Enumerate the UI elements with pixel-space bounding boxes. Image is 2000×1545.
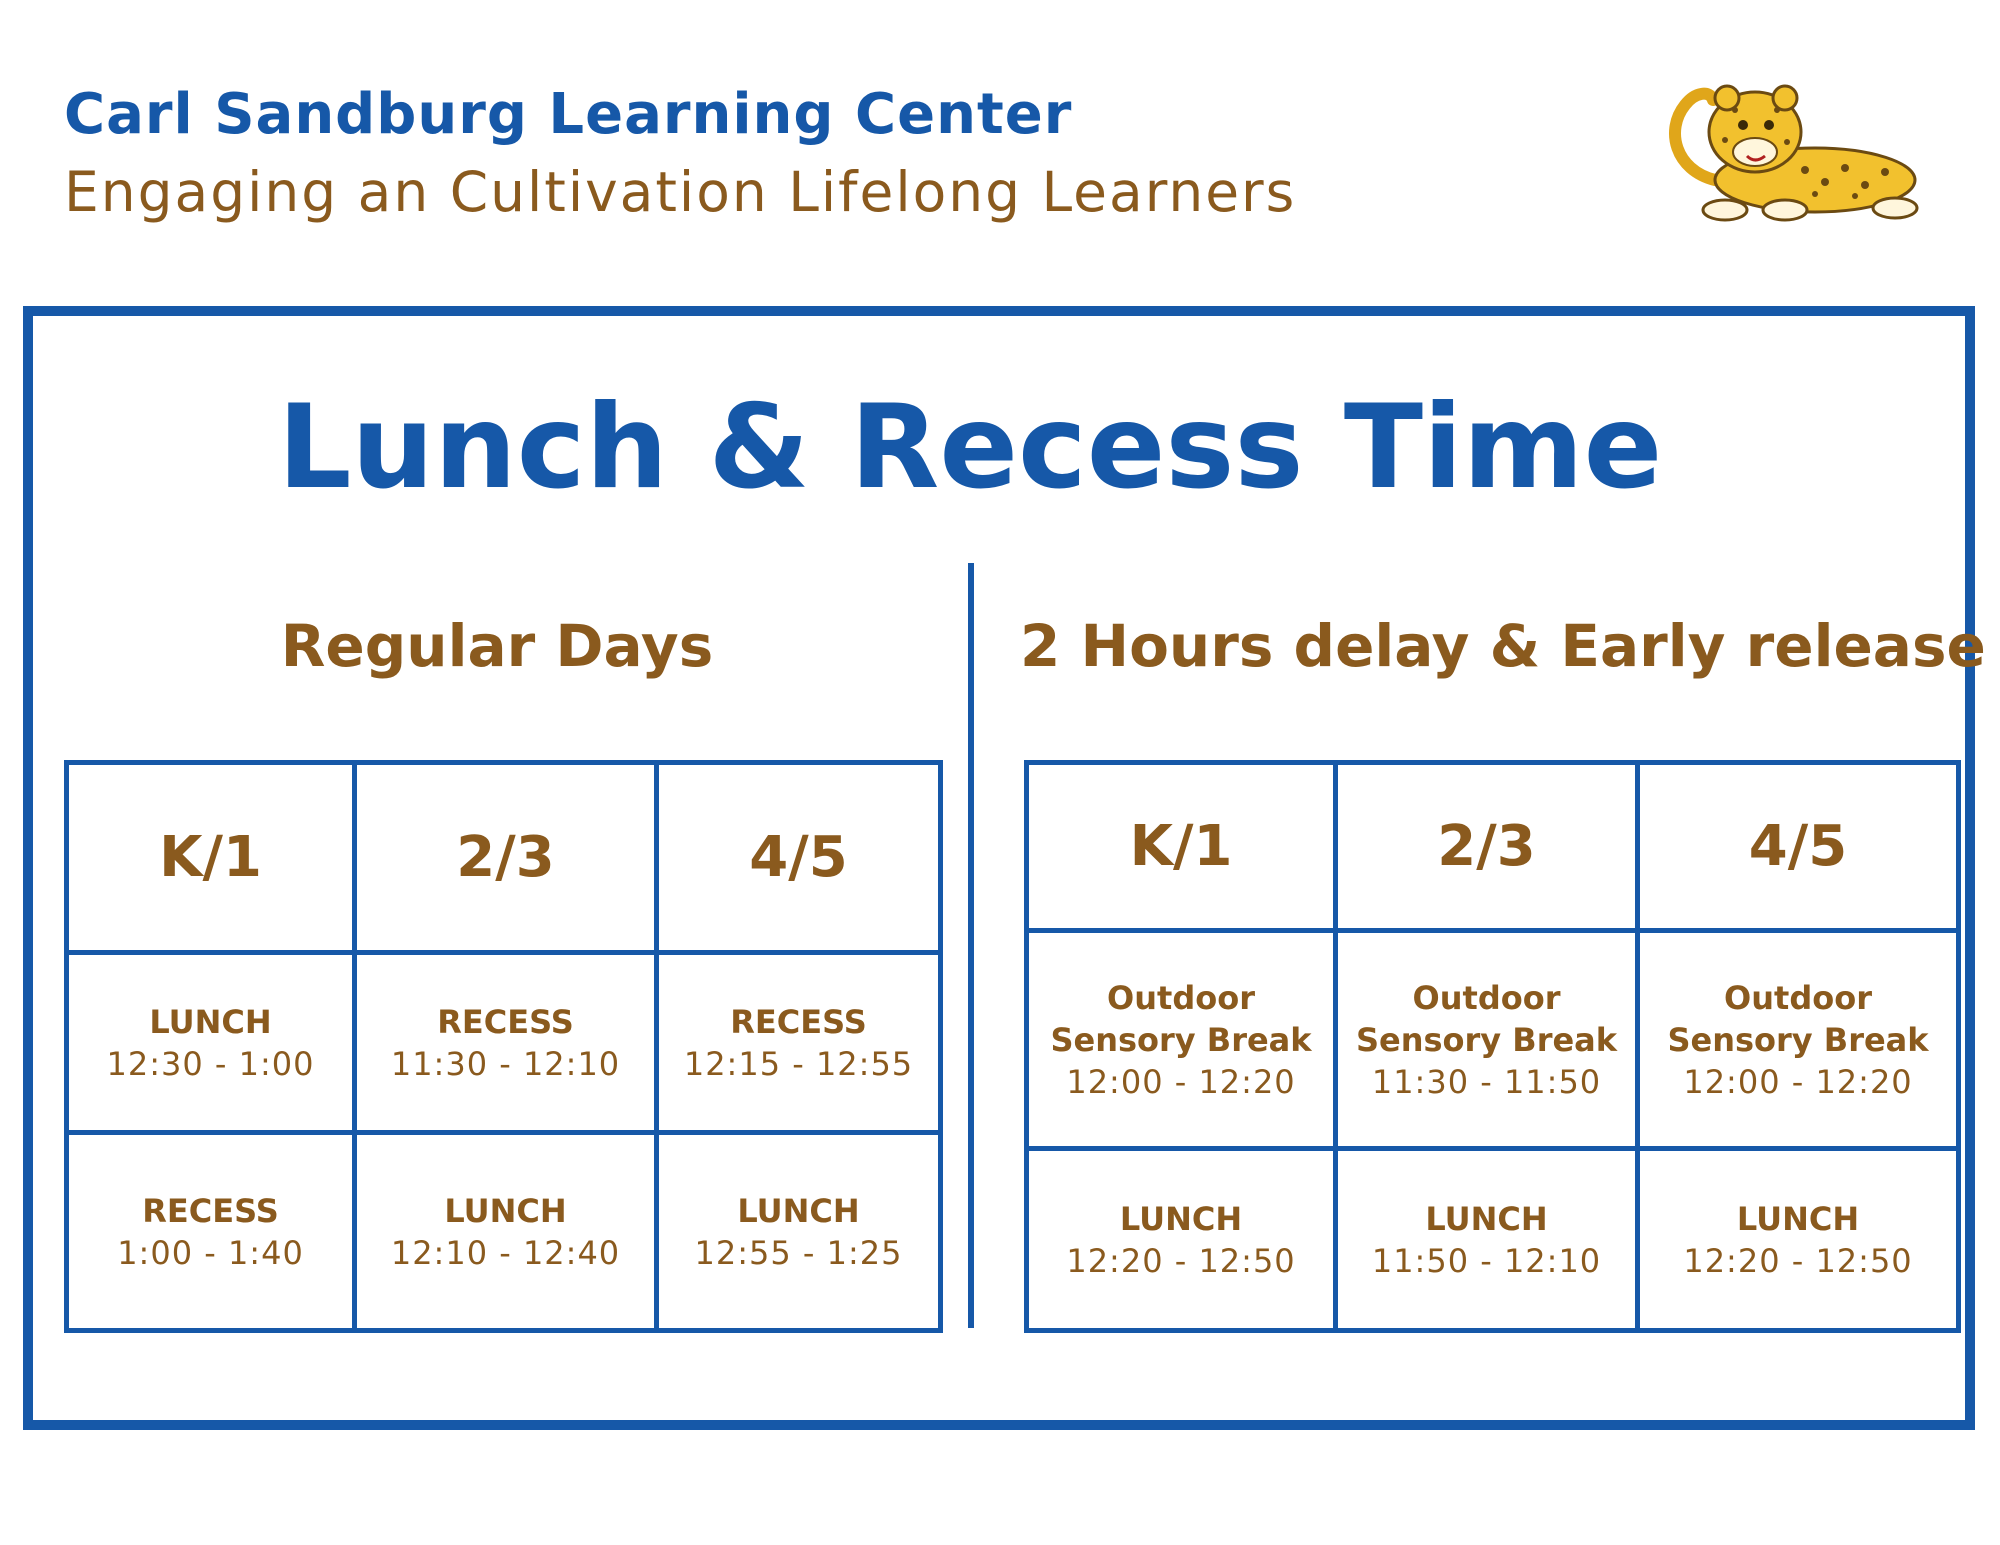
time-range: 11:30 - 11:50 <box>1371 1062 1602 1101</box>
activity-label: LUNCH <box>1425 1199 1548 1238</box>
time-range: 12:55 - 1:25 <box>694 1233 903 1272</box>
time-range: 12:00 - 12:20 <box>1683 1062 1913 1101</box>
school-tagline: Engaging an Cultivation Lifelong Learners <box>64 160 1297 224</box>
activity-label: Outdoor <box>1724 978 1872 1017</box>
activity-label: Sensory Break <box>1050 1020 1312 1059</box>
activity-label: Outdoor <box>1107 978 1255 1017</box>
page-title: Lunch & Recess Time <box>277 380 1663 515</box>
table-cell <box>67 953 355 1133</box>
header-2-3: 2/3 <box>355 763 657 953</box>
activity-label: RECESS <box>730 1002 867 1041</box>
activity-label: Sensory Break <box>1667 1020 1929 1059</box>
activity-label: Sensory Break <box>1355 1020 1618 1059</box>
time-range: 11:50 - 12:10 <box>1371 1241 1602 1280</box>
time-range: 12:20 - 12:50 <box>1066 1241 1296 1280</box>
table-cell <box>1027 1149 1336 1331</box>
activity-label: Outdoor <box>1412 978 1561 1017</box>
table-cell <box>657 953 941 1133</box>
jaguar-mascot-icon <box>1655 70 1930 225</box>
header-4-5: 4/5 <box>1638 763 1959 931</box>
school-name: Carl Sandburg Learning Center <box>64 82 1073 147</box>
activity-label: LUNCH <box>149 1002 272 1041</box>
header-k1: K/1 <box>1027 763 1336 931</box>
time-range: 12:00 - 12:20 <box>1066 1062 1296 1101</box>
activity-label: RECESS <box>142 1191 279 1230</box>
delay-release-title: 2 Hours delay & Early release <box>1020 612 1986 680</box>
table-cell <box>1638 931 1959 1149</box>
time-range: 12:10 - 12:40 <box>390 1233 621 1272</box>
header-4-5: 4/5 <box>657 763 941 953</box>
time-range: 11:30 - 12:10 <box>390 1044 621 1083</box>
delay-release-table <box>1024 760 1961 1333</box>
table-cell <box>657 1133 941 1331</box>
table-cell <box>1336 1149 1638 1331</box>
activity-label: LUNCH <box>737 1191 860 1230</box>
table-cell <box>1638 1149 1959 1331</box>
table-cell <box>355 1133 657 1331</box>
activity-label: LUNCH <box>1736 1199 1860 1238</box>
regular-days-title: Regular Days <box>280 612 714 680</box>
time-range: 12:15 - 12:55 <box>683 1044 914 1083</box>
table-cell <box>1027 931 1336 1149</box>
table-cell <box>67 1133 355 1331</box>
table-cell <box>1336 931 1638 1149</box>
time-range: 12:30 - 1:00 <box>106 1044 315 1083</box>
header-k1: K/1 <box>67 763 355 953</box>
section-divider <box>968 563 974 1328</box>
time-range: 1:00 - 1:40 <box>117 1233 304 1272</box>
activity-label: LUNCH <box>1119 1199 1243 1238</box>
time-range: 12:20 - 12:50 <box>1683 1241 1913 1280</box>
activity-label: LUNCH <box>444 1191 567 1230</box>
regular-days-table <box>64 760 943 1333</box>
table-cell <box>355 953 657 1133</box>
header-2-3: 2/3 <box>1336 763 1638 931</box>
activity-label: RECESS <box>437 1002 574 1041</box>
